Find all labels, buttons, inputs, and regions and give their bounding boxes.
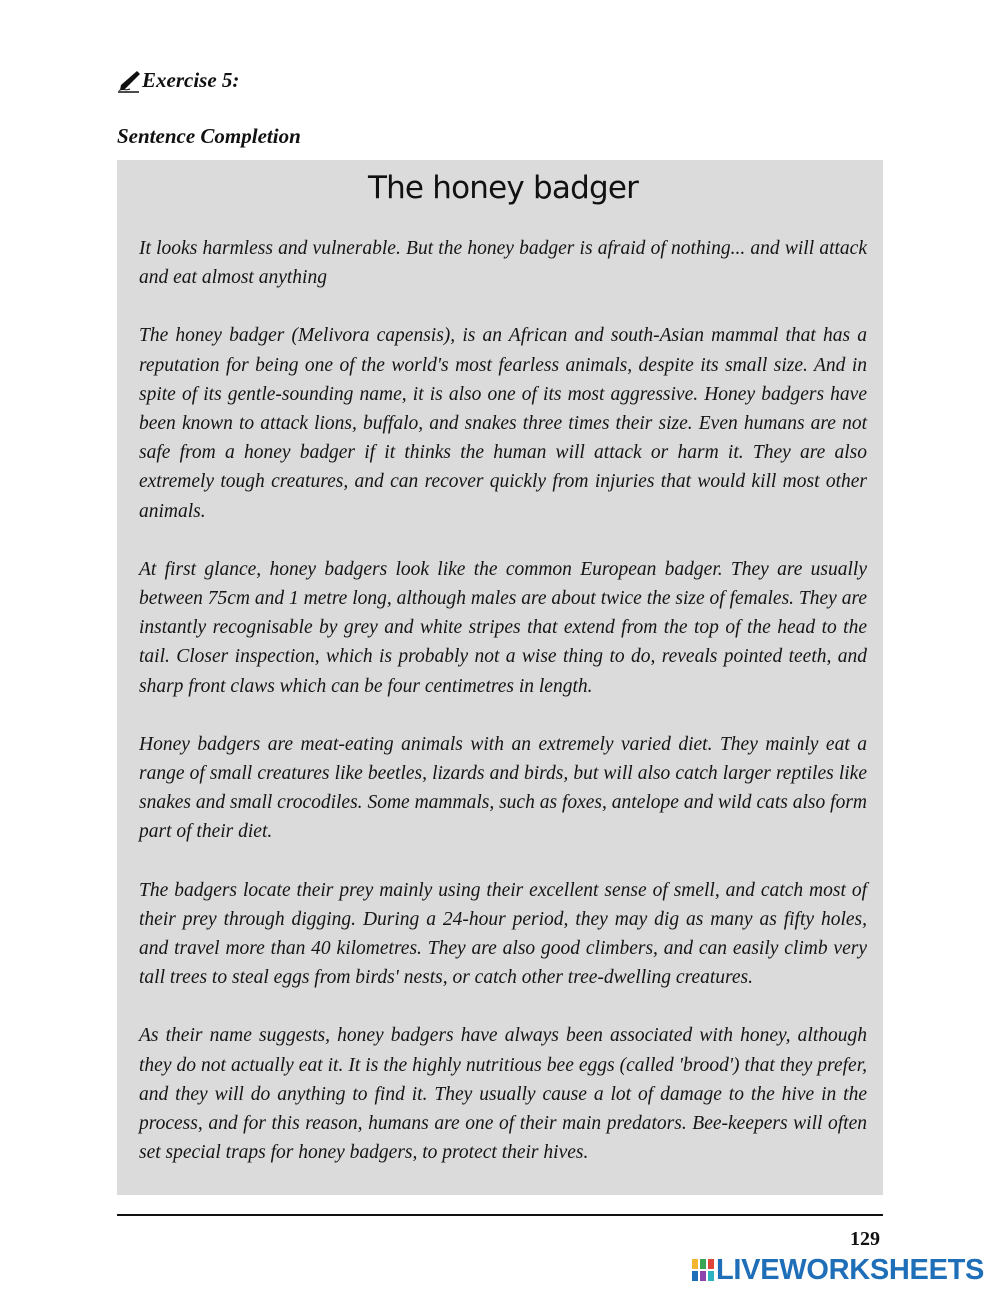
passage-paragraph-4: Honey badgers are meat-eating animals with an extremely varied diet. They mainly eat a range of small creatures like beetles, lizards and birds, but will also catch larger reptiles like snakes and small crocodiles. Some mammals, such as foxes, antelope and wild cats also form part of their diet.: [139, 733, 867, 843]
exercise-heading: [117, 68, 239, 93]
brand-wordmark: LIVEWORKSHEETS: [716, 1254, 985, 1286]
passage-paragraph-1: It looks harmless and vulnerable. But the honey badger is afraid of nothing... and will attack and eat almost anything: [139, 238, 867, 289]
passage-paragraph-6: As their name suggests, honey badgers have always been associated with honey, although they do not actually eat it. It is the highly nutritious bee eggs (called 'brood') that they prefer, and they will do anything to find it. They usually cause a lot of damage to the hive in the process, and for this reason, humans are one of their main predators. Bee-keepers will often set special traps for honey badgers, to protect their hives.: [139, 1025, 867, 1164]
passage-paragraph-2: The honey badger (Melivora capensis), is an African and south-Asian mammal that has a reputation for being one of the world's most fearless animals, despite its small size. And in spite of its gentle-sounding name, it is also one of its most aggressive. Honey badgers have been known to attack lions, buffalo, and snakes three times their size. Even humans are not safe from a honey badger if it thinks the human will attack or harm it. They are also extremely tough creatures, and can recover quickly from injuries that would kill most other animals.: [139, 325, 867, 522]
pen-icon: [117, 69, 141, 93]
passage-paragraph-5: The badgers locate their prey mainly using their excellent sense of smell, and catch most of their prey through digging. During a 24-hour period, they may dig as many as fifty holes, and travel more than 40 kilometres. They are also good climbers, and can easily climb very tall trees to steal eggs from birds' nests, or catch other tree-dwelling creatures.: [139, 879, 867, 989]
exercise-label: Exercise 5:: [142, 68, 240, 92]
logo-blocks-icon: [692, 1259, 714, 1281]
reading-passage: [117, 160, 883, 1195]
passage-paragraph-3: At first glance, honey badgers look like the common European badger. They are usually between 75cm and 1 metre long, although males are about twice the size of females. They are instantly recognisable by grey and white stripes that extend from the top of the head to the tail. Closer inspection, which is probably not a wise thing to do, reveals pointed teeth, and sharp front claws which can be four centimetres in length.: [139, 558, 867, 697]
liveworksheets-logo: [692, 1255, 984, 1285]
footer-divider: [117, 1214, 883, 1216]
passage-title: The honey badger: [367, 170, 639, 206]
page-number: 129: [850, 1228, 880, 1250]
section-title: Sentence Completion: [117, 124, 301, 148]
